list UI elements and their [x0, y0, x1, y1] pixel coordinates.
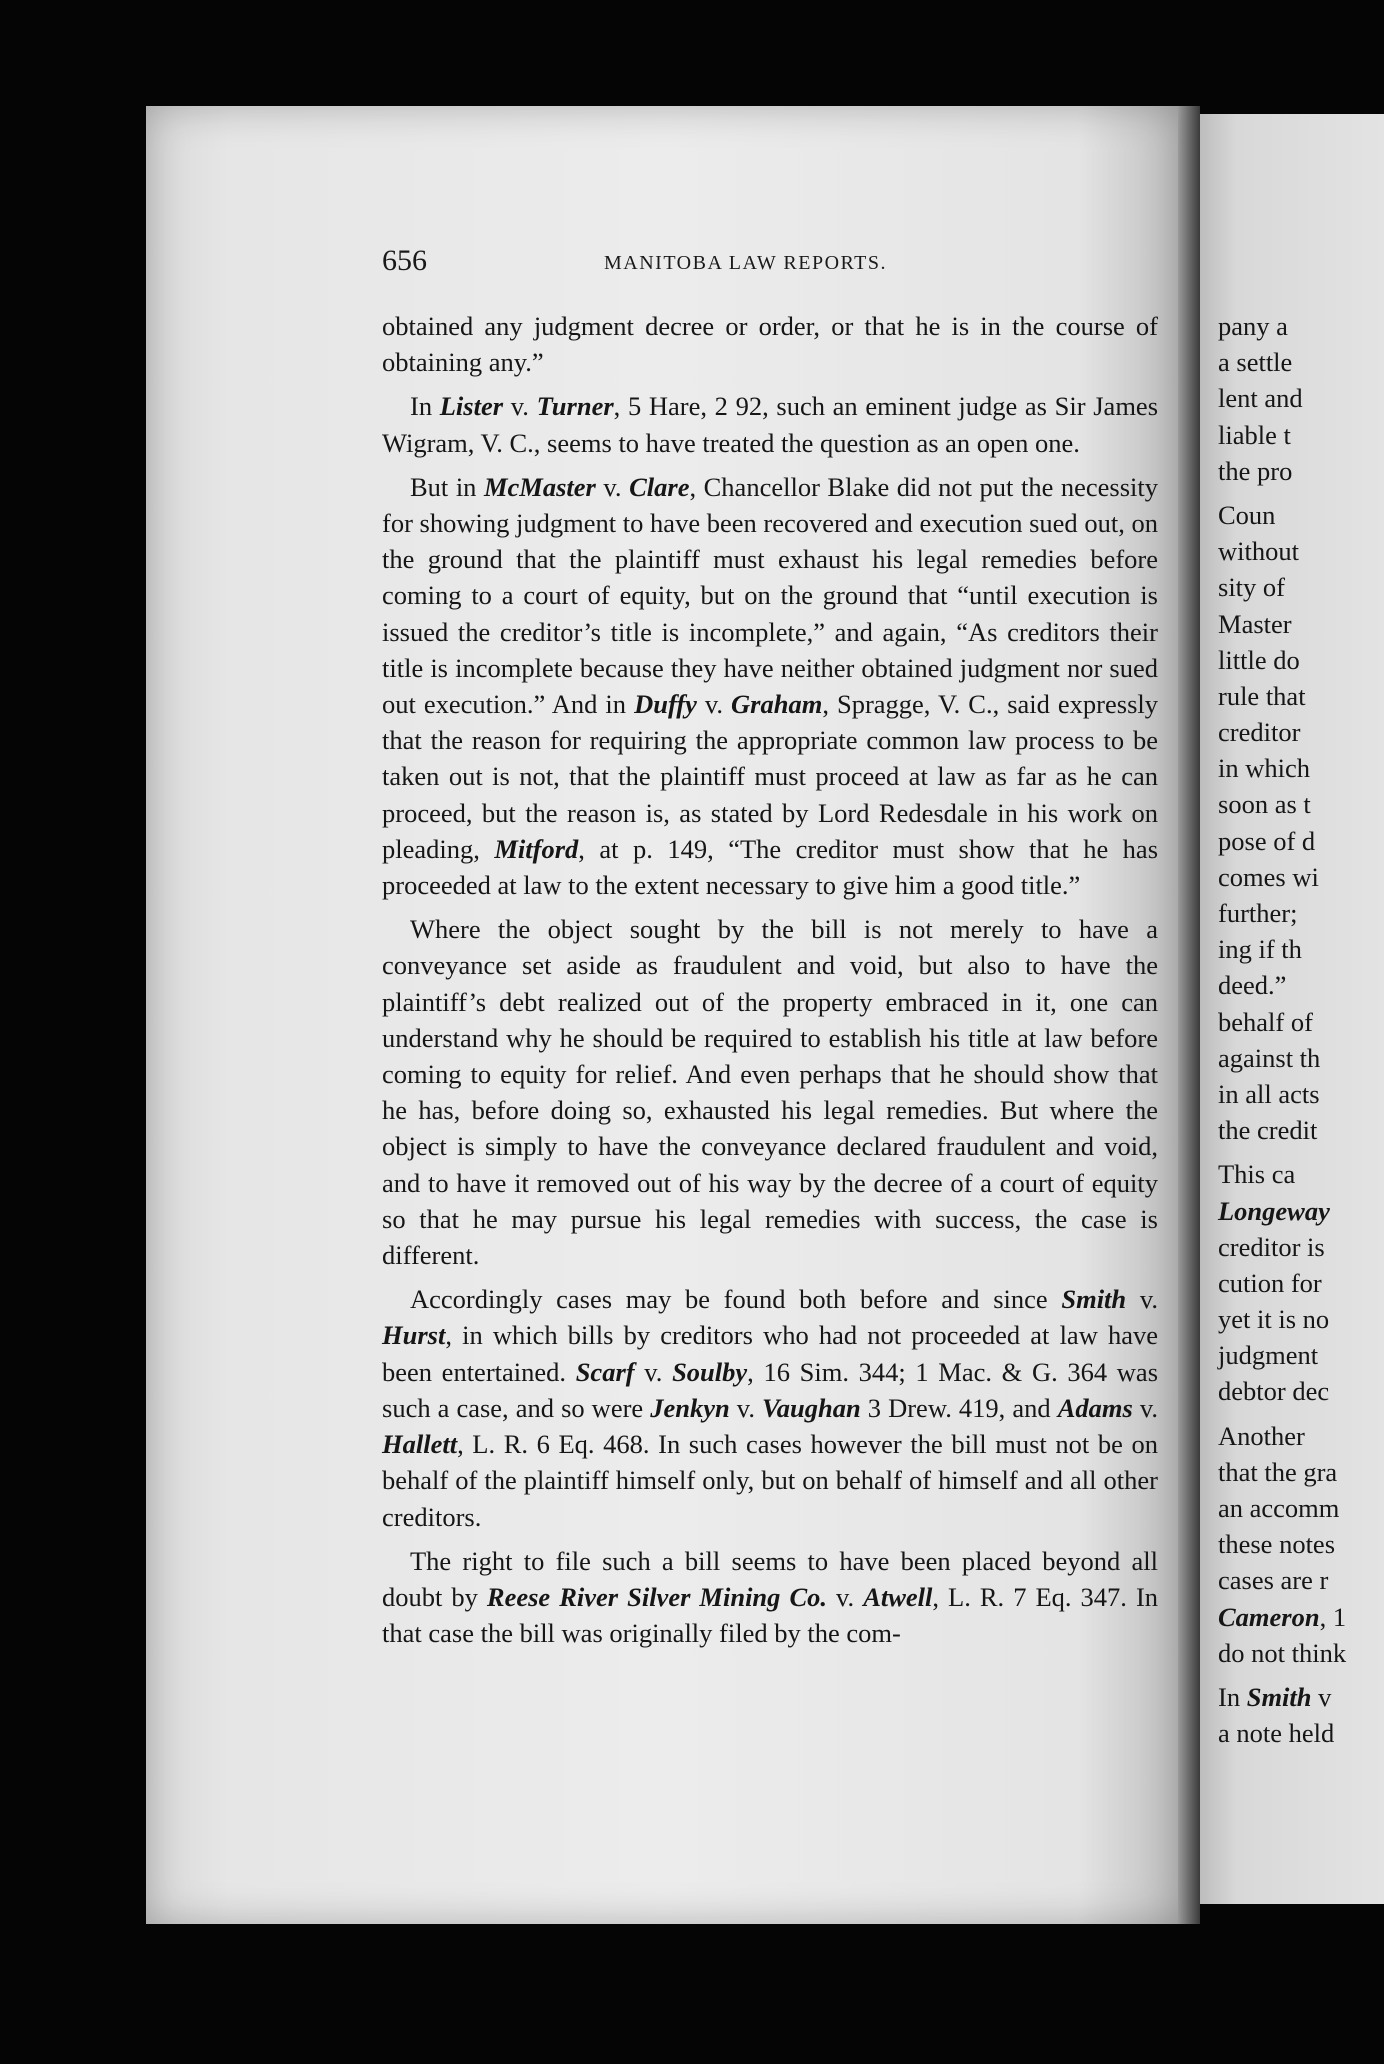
case-name: Smith — [1061, 1284, 1127, 1315]
facing-page-line — [1218, 1454, 1384, 1490]
facing-page-line — [1218, 344, 1384, 380]
case-name: Scarf — [575, 1356, 635, 1387]
case-name: McMaster — [483, 471, 596, 502]
text-run: ing if th — [1218, 934, 1302, 965]
text-run: pose of d — [1218, 825, 1316, 856]
case-name: Lister — [439, 391, 504, 422]
text-run: an accomm — [1218, 1493, 1340, 1523]
paragraph — [382, 1281, 1158, 1534]
text-run: that the gra — [1218, 1456, 1338, 1487]
facing-page-line — [1218, 1301, 1384, 1337]
case-name: Cameron — [1218, 1601, 1320, 1632]
facing-page — [1200, 114, 1384, 1904]
text-run: v — [1311, 1681, 1332, 1712]
paragraph — [382, 388, 1158, 460]
case-name: Adams — [1057, 1392, 1133, 1423]
text-run: against th — [1218, 1042, 1321, 1073]
case-name: Duffy — [634, 689, 697, 720]
facing-page-line — [1218, 823, 1384, 859]
text-run: v. — [595, 471, 630, 502]
text-run: behalf of — [1218, 1006, 1313, 1037]
facing-page-line — [1218, 308, 1384, 344]
text-run: yet it is no — [1218, 1304, 1330, 1335]
text-run: pany a — [1218, 311, 1288, 341]
facing-page-line — [1218, 1337, 1384, 1373]
text-run: sity of — [1218, 572, 1285, 603]
facing-page-line — [1218, 1526, 1384, 1562]
facing-page-line — [1218, 606, 1384, 642]
text-run: liable t — [1218, 419, 1291, 450]
text-run: , at p. 149, “The creditor must show that he has proceeded at law to the extent necessary to give him a good title.” — [382, 833, 1159, 901]
facing-page-line — [1218, 1373, 1384, 1409]
facing-page-line — [1218, 931, 1384, 967]
running-head: MANITOBA LAW REPORTS. — [604, 252, 887, 274]
case-name: Soulby — [672, 1356, 748, 1387]
page-number: 656 — [382, 244, 427, 277]
facing-page-line — [1218, 1193, 1384, 1229]
facing-page-line — [1218, 678, 1384, 714]
text-run: the credit — [1218, 1115, 1318, 1146]
case-name: Atwell — [863, 1581, 933, 1612]
case-name: Smith — [1246, 1681, 1312, 1712]
text-run: v. — [503, 391, 537, 422]
text-run: do not think — [1218, 1637, 1347, 1668]
case-name: Jenkyn — [650, 1392, 730, 1423]
text-run: the pro — [1218, 455, 1293, 486]
paragraph — [382, 911, 1158, 1273]
text-run: in which — [1218, 753, 1310, 784]
text-run: v. — [1126, 1284, 1158, 1315]
facing-page-line — [1218, 786, 1384, 822]
text-run: a note held — [1218, 1718, 1335, 1749]
text-run: The right to file such a bill seems to have been placed beyond all doubt by — [382, 1545, 1158, 1612]
facing-page-line — [1218, 967, 1384, 1003]
text-run: v. — [696, 689, 732, 720]
text-run: Master — [1218, 608, 1292, 639]
text-run: comes wi — [1218, 861, 1319, 892]
text-run: 3 Drew. 419, and — [860, 1392, 1058, 1423]
text-run: without — [1218, 536, 1299, 567]
text-run: a settle — [1218, 347, 1293, 378]
text-run: further; — [1218, 898, 1298, 928]
case-name: Graham — [731, 689, 823, 720]
paragraph — [382, 469, 1158, 903]
facing-page-line — [1218, 1004, 1384, 1040]
facing-page-line — [1218, 569, 1384, 605]
facing-page-line — [1218, 1076, 1384, 1112]
facing-page-line — [1218, 1040, 1384, 1076]
case-name: Reese River Silver Mining Co. — [486, 1581, 827, 1612]
facing-page-line — [1218, 497, 1384, 533]
text-run: This ca — [1218, 1159, 1296, 1190]
text-run: But in — [410, 471, 484, 502]
text-run: , 5 Hare, 2 92, such an eminent judge as Sir James Wigram, V. C., seems to have treated the question as an open one. — [382, 391, 1159, 458]
text-run: Another — [1218, 1420, 1305, 1451]
facing-page-line — [1218, 1112, 1384, 1148]
text-run: Coun — [1218, 499, 1276, 530]
text-run: Accordingly cases may be found both before and since — [410, 1284, 1062, 1315]
facing-page-line — [1218, 1679, 1384, 1715]
case-name: Mitford — [494, 833, 579, 864]
text-run: creditor — [1218, 717, 1301, 748]
paragraph — [382, 1543, 1158, 1652]
facing-page-line — [1218, 714, 1384, 750]
text-run: v. — [1132, 1392, 1159, 1423]
text-run: these notes — [1218, 1529, 1336, 1560]
text-run: cution for — [1218, 1267, 1322, 1298]
facing-page-line — [1218, 453, 1384, 489]
facing-page-text — [1218, 308, 1384, 1751]
book-gutter — [1178, 106, 1200, 1924]
facing-page-line — [1218, 380, 1384, 416]
facing-page-line — [1218, 1490, 1384, 1526]
facing-page-line — [1218, 1156, 1384, 1192]
text-run: In — [410, 391, 440, 422]
text-run: Where the object sought by the bill is not merely to have a conveyance set aside as fraudulent and void, but also to have the plaintiff’s debt realized out of the property embraced in it, one can understand why he should be required to establish his title at law before coming to equity for relief. And even perhaps that he should show that he has, before doing so, exhausted his legal remedies. But where the object is simply to have the conveyance declared fraudulent and void, and to have it removed out of his way by the decree of a court of equity so that he may pursue his legal remedies with success, the case is different. — [382, 914, 1158, 1271]
text-run: , L. R. 6 Eq. 468. In such cases however the bill must not be on behalf of the plaintiff himself only, but on behalf of himself and all other creditors. — [382, 1429, 1158, 1532]
page-header — [382, 244, 1160, 284]
case-name: Longeway — [1218, 1195, 1330, 1226]
facing-page-line — [1218, 859, 1384, 895]
text-run: creditor is — [1218, 1231, 1325, 1262]
text-run: , 16 Sim. 344; 1 Mac. & G. 364 was such a case, and so were — [382, 1356, 1159, 1423]
text-run: deed.” — [1218, 970, 1287, 1001]
text-run: in all acts — [1218, 1078, 1320, 1109]
case-name: Turner — [536, 391, 614, 422]
facing-page-line — [1218, 750, 1384, 786]
text-run: , Spragge, V. C., said expressly that the reason for requiring the appropriate common law process to be taken out is not, that the plaintiff must proceed at law as far as he can proceed, but the reason is, as stated by Lord Redesdale in his work on pleading, — [382, 689, 1158, 864]
text-run: v. — [634, 1356, 673, 1387]
facing-page-line — [1218, 1635, 1384, 1671]
case-name: Hallett — [382, 1429, 458, 1460]
text-run: , Chancellor Blake did not put the necessity for showing judgment to have been recovered and execution sued out, on the ground that the plaintiff must exhaust his legal remedies before coming to a court of equity, but on the ground that “until execution is issued the creditor’s title is incomplete,” and again, “As creditors their title is incomplete because they have neither obtained judgment nor sued out execution.” And in — [382, 471, 1159, 720]
text-run: obtained any judgment decree or order, or that he is in the course of obtaining any.” — [382, 311, 1158, 378]
text-run: lent and — [1218, 383, 1303, 414]
facing-page-line — [1218, 417, 1384, 453]
text-run: judgment — [1218, 1340, 1319, 1371]
text-run: cases are r — [1218, 1565, 1329, 1596]
facing-page-line — [1218, 895, 1384, 931]
facing-page-line — [1218, 533, 1384, 569]
text-run: soon as t — [1218, 789, 1311, 820]
text-run: v. — [827, 1581, 864, 1612]
text-run: v. — [729, 1392, 763, 1423]
paragraph — [382, 308, 1158, 380]
facing-page-line — [1218, 1599, 1384, 1635]
facing-page-line — [1218, 1562, 1384, 1598]
text-run: little do — [1218, 644, 1300, 675]
text-run: debtor dec — [1218, 1376, 1330, 1407]
case-name: Clare — [629, 471, 690, 502]
case-name: Vaughan — [762, 1392, 861, 1423]
case-name: Hurst — [382, 1320, 446, 1351]
facing-page-line — [1218, 1418, 1384, 1454]
text-run: rule that — [1218, 680, 1306, 711]
body-text — [382, 308, 1158, 1651]
facing-page-line — [1218, 1715, 1384, 1751]
text-run: , in which bills by creditors who had not proceeded at law have been entertained. — [382, 1320, 1158, 1387]
text-run: In — [1218, 1681, 1247, 1712]
facing-page-line — [1218, 1229, 1384, 1265]
text-run: , 1 — [1319, 1601, 1347, 1632]
facing-page-line — [1218, 642, 1384, 678]
facing-page-line — [1218, 1265, 1384, 1301]
text-run: , L. R. 7 Eq. 347. In that case the bill was originally filed by the com- — [382, 1581, 1159, 1649]
